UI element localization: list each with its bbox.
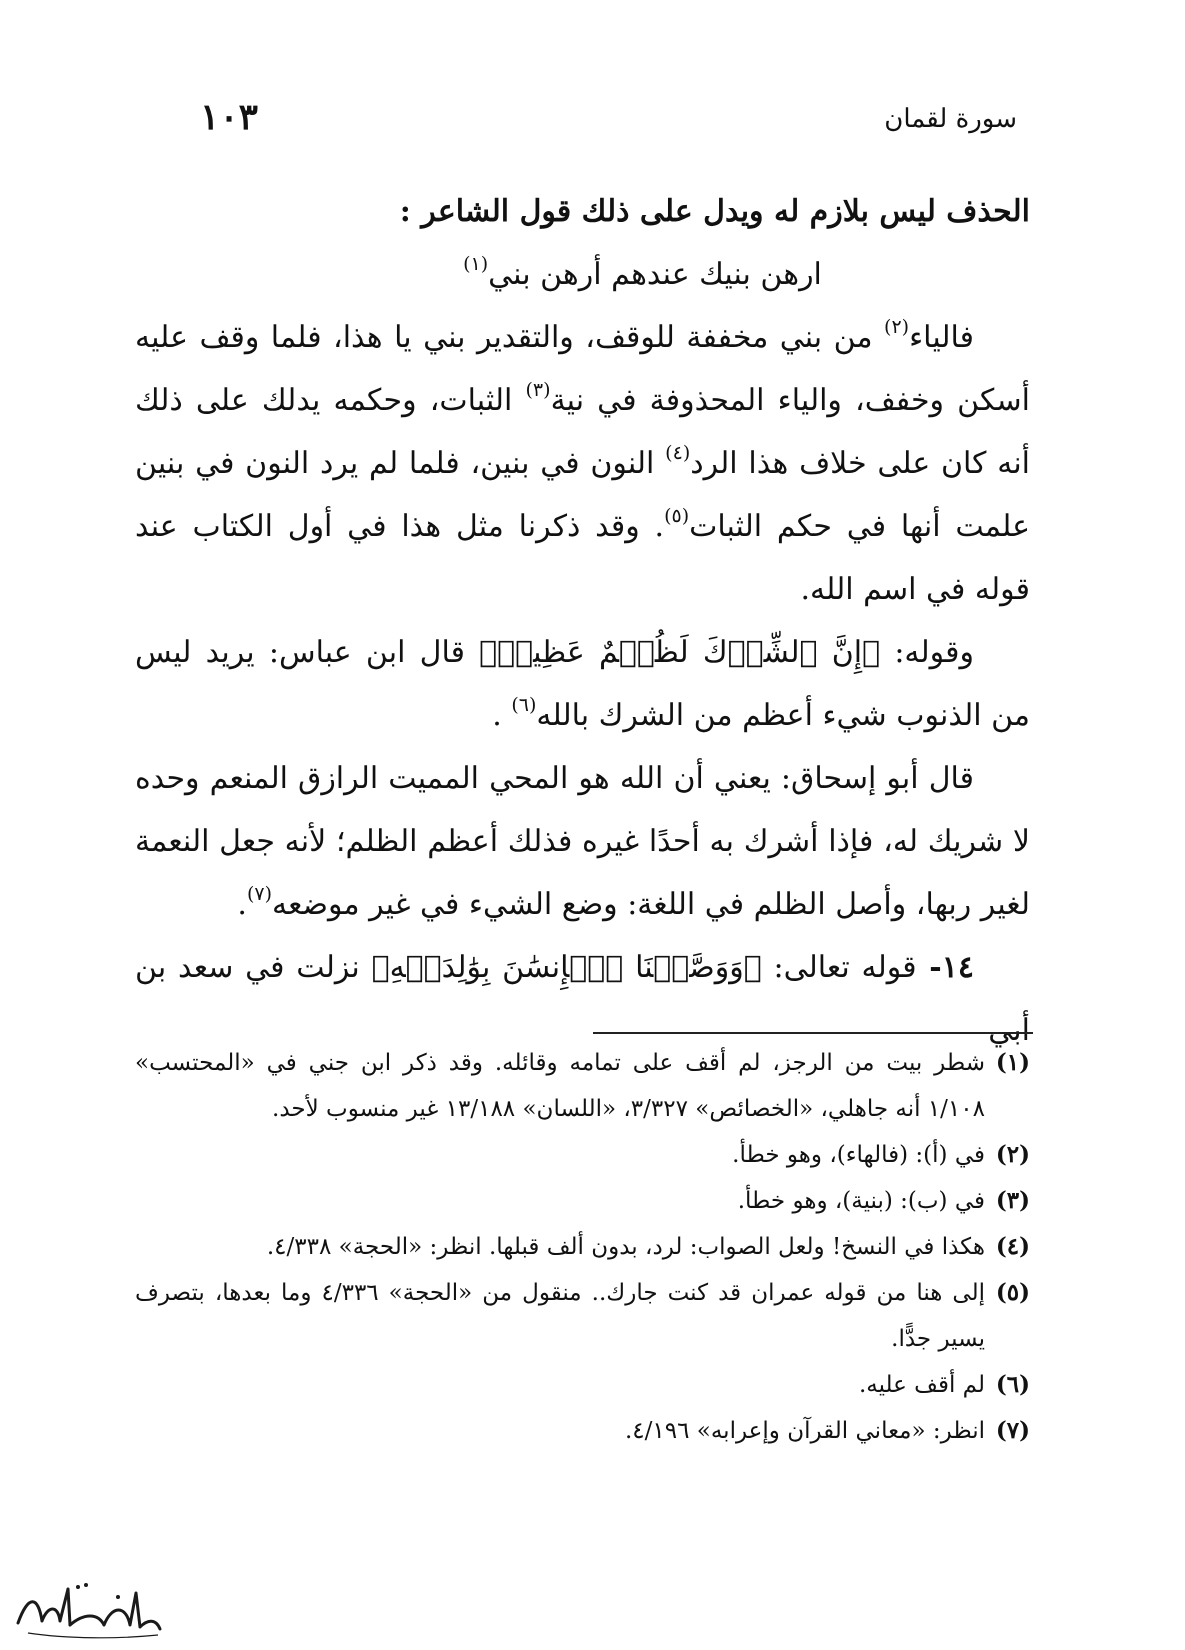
paragraph-2: فالياء$^{(٢)}$ من بني مخففة للوقف، والتقدير بني يا هذا، فلما وقف عليه أسكن وخفف، والياء المحذوفة في نية$^{(٣)}$ الثبات، وحكمه يدلك على ذلك أنه كان على خلاف هذا الرد$^{(٤)}$ النون في بنين، فلما لم يرد النون في بنين علمت أنها في حكم الثبات$^{(٥)}$. وقد ذكرنا مثل هذا في أول الكتاب عند قوله في اسم الله. — [135, 316, 1030, 607]
footnote-number: (٧) — [995, 1417, 1030, 1444]
footnote-number: (٤) — [995, 1233, 1030, 1260]
footnote — [135, 1132, 1030, 1178]
main-text — [135, 180, 1030, 1062]
footnote-number: (٦) — [995, 1371, 1030, 1398]
footnote-number: (١) — [995, 1049, 1030, 1076]
running-header-surah: سورة لقمان — [884, 104, 1017, 134]
calligraphy-logo-icon — [8, 1575, 168, 1645]
footnote-ref: (٥) — [664, 505, 690, 527]
quran-quote: ﴿وَوَصَّيۡنَا ٱلۡإِنسَٰنَ بِوَٰلِدَيۡهِ﴾ — [371, 950, 762, 985]
paragraph-1: الحذف ليس بلازم له ويدل على ذلك قول الشاعر : — [399, 194, 1030, 229]
footnote — [135, 1270, 1030, 1362]
footnotes — [135, 1040, 1030, 1454]
footnote — [135, 1178, 1030, 1224]
footnote-number: (٣) — [995, 1187, 1030, 1214]
footnote-ref: (٢) — [884, 316, 910, 338]
footnote-text: لم أقف عليه. — [858, 1372, 985, 1398]
page-number: ١٠٣ — [200, 96, 259, 138]
footnote-text: هكذا في النسخ! ولعل الصواب: لرد، بدون ألف قبلها. انظر: «الحجة» ٤/٣٣٨. — [266, 1234, 985, 1260]
footnote-ref: (١) — [463, 253, 489, 275]
poetry-verse: ارهن بنيك عندهم أرهن بني$^{(١)}$ — [463, 253, 822, 292]
quran-quote: ﴿إِنَّ ٱلشِّرۡكَ لَظُلۡمٌ عَظِيمٞ﴾ — [479, 635, 881, 670]
paragraph-5: ١٤- قوله تعالى: ﴿وَوَصَّيۡنَا ٱلۡإِنسَٰنَ بِوَٰلِدَيۡهِ﴾ نزلت في سعد بن أبي — [135, 950, 1030, 1048]
footnote-divider — [593, 1032, 1033, 1034]
footnote-ref: (٧) — [246, 883, 272, 905]
footnote — [135, 1362, 1030, 1408]
footnote-ref: (٣) — [525, 379, 551, 401]
footnote-text: شطر بيت من الرجز، لم أقف على تمامه وقائله. وقد ذكر ابن جني في «المحتسب» ١/١٠٨ أنه جاهلي، «الخصائص» ٣/٣٢٧، «اللسان» ١٣/١٨٨ غير منسوب لأحد. — [135, 1050, 985, 1122]
paragraph-3: وقوله: ﴿إِنَّ ٱلشِّرۡكَ لَظُلۡمٌ عَظِيمٞ﴾ قال ابن عباس: يريد ليس من الذنوب شيء أعظم من الشرك بالله$^{(٦)}$ . — [135, 635, 1030, 733]
footnote-ref: (٦) — [511, 694, 537, 716]
footnote-number: (٢) — [995, 1141, 1030, 1168]
footnote — [135, 1040, 1030, 1132]
paragraph-4: قال أبو إسحاق: يعني أن الله هو المحي المميت الرازق المنعم وحده لا شريك له، فإذا أشرك به أحدًا غيره فذلك أعظم الظلم؛ لأنه جعل النعمة لغير ربها، وأصل الظلم في اللغة: وضع الشيء في غير موضعه$^{(٧)}$. — [135, 761, 1030, 922]
footnote-number: (٥) — [995, 1279, 1030, 1306]
footnote — [135, 1408, 1030, 1454]
footnote-text: في (ب): (بنية)، وهو خطأ. — [737, 1188, 985, 1214]
footnote-text: انظر: «معاني القرآن وإعرابه» ٤/١٩٦. — [624, 1418, 985, 1444]
footnote — [135, 1224, 1030, 1270]
verse-number: ١٤- — [916, 950, 974, 985]
footnote-text: إلى هنا من قوله عمران قد كنت جارك.. منقول من «الحجة» ٤/٣٣٦ وما بعدها، بتصرف يسير جدًّا. — [135, 1280, 985, 1352]
footnote-text: في (أ): (فالهاء)، وهو خطأ. — [732, 1142, 985, 1168]
footnote-ref: (٤) — [665, 442, 691, 464]
